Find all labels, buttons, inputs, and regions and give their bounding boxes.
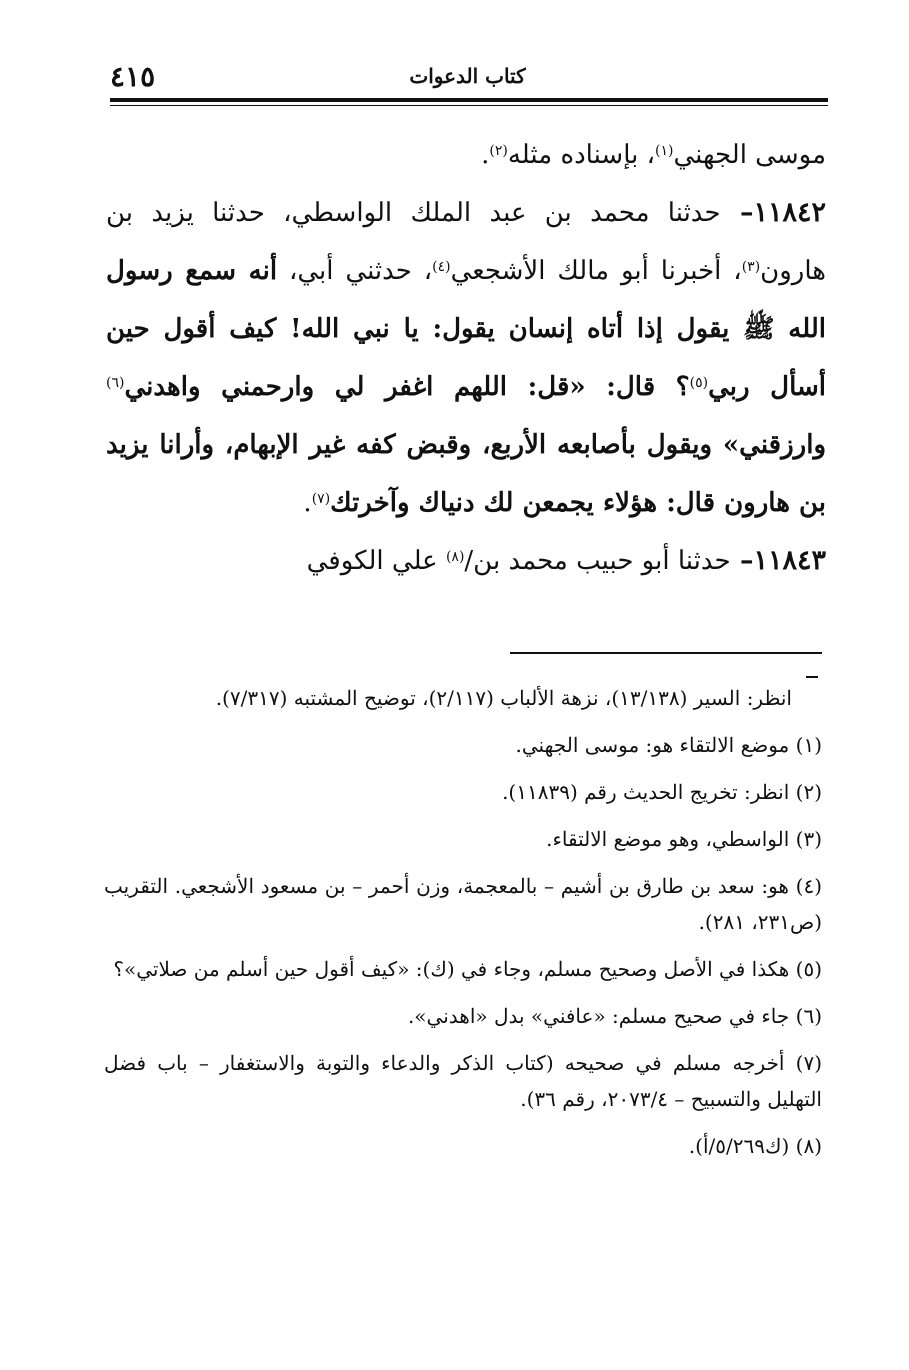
hadith-11842: ١١٨٤٢– حدثنا محمد بن عبد الملك الواسطي، حدثنا يزيد بن هارون$^{(٣)}$، أخبرنا أبو مالك الأشجعي$^{(٤)}$، حدثني أبي، أنه سمع رسول الله ﷺ يقول إذا أتاه إنسان يقول: يا نبي الله! كيف أقول حين أسأل ربي$^{(٥)}$؟ قال: «قل: اللهم اغفر لي وارحمني واهدني$^{(٦)}$ وارزقني» ويقول بأصابعه الأربع، وقبض كفه غير الإبهام، وأرانا يزيد بن هارون قال: هؤلاء يجمعن لك دنياك وآخرتك$^{(٧)}$. <box>106 197 826 518</box>
footnote-ref[interactable]: (٥) <box>689 375 709 391</box>
footnote-ref[interactable]: (٤) <box>432 259 451 275</box>
footnote-item: (٥) هكذا في الأصل وصحيح مسلم، وجاء في (ك): «كيف أقول حين أسلم من صلاتي»؟ <box>113 957 822 981</box>
footnote-ref[interactable]: (٢) <box>489 143 508 159</box>
footnotes <box>104 680 822 1175</box>
footnote-item: (٣) الواسطي، وهو موضع الالتقاء. <box>546 827 822 851</box>
footnote-item: (٨) (ك٥/٢٦٩/أ). <box>688 1134 822 1158</box>
hadith-number: ١١٨٤٢ <box>753 197 826 228</box>
page-number: ٤١٥ <box>110 60 156 93</box>
running-title: كتاب الدعوات <box>409 64 526 88</box>
footnote-ref[interactable]: (٦) <box>106 375 125 391</box>
footnote-item: (٢) انظر: تخريج الحديث رقم (١١٨٣٩). <box>502 780 822 804</box>
footnote-item: (٦) جاء في صحيح مسلم: «عافني» بدل «اهدني». <box>407 1004 822 1028</box>
footnote-ref[interactable]: (٧) <box>311 491 331 507</box>
main-text <box>106 126 826 590</box>
hadith-matn: أنه سمع رسول الله ﷺ يقول إذا أتاه إنسان يقول: يا نبي الله! كيف أقول حين أسأل ربي <box>106 256 826 402</box>
footnote-ref[interactable]: (٣) <box>741 259 761 275</box>
footnote-separator <box>510 652 822 654</box>
hadith-number: ١١٨٤٣ <box>753 545 826 576</box>
footnote-marker <box>806 676 818 678</box>
header-rule <box>110 98 828 102</box>
hadith-11843: ١١٨٤٣– حدثنا أبو حبيب محمد بن/$^{(٨)}$ علي الكوفي <box>306 545 826 576</box>
footnote-item: (١) موضع الالتقاء هو: موسى الجهني. <box>515 733 822 757</box>
page-header <box>110 58 825 98</box>
footnote-item: (٤) هو: سعد بن طارق بن أشيم – بالمعجمة، وزن أحمر – بن مسعود الأشجعي. التقريب (ص٢٣١، ٢٨١). <box>104 874 822 934</box>
footnote-continuation: انظر: السير (١٣/١٣٨)، نزهة الألباب (٢/١١٧)، توضيح المشتبه (٧/٣١٧). <box>215 686 792 710</box>
header-rule-thin <box>110 105 828 106</box>
footnote-ref[interactable]: (٨) <box>445 549 465 565</box>
continuation-paragraph: موسى الجهني$^{(١)}$، بإسناده مثله$^{(٢)}$. <box>481 140 826 170</box>
footnote-ref[interactable]: (١) <box>655 143 674 159</box>
footnote-item: (٧) أخرجه مسلم في صحيحه (كتاب الذكر والدعاء والتوبة والاستغفار – باب فضل التهليل والتسبيح – ٢٠٧٣/٤، رقم ٣٦). <box>104 1051 822 1111</box>
